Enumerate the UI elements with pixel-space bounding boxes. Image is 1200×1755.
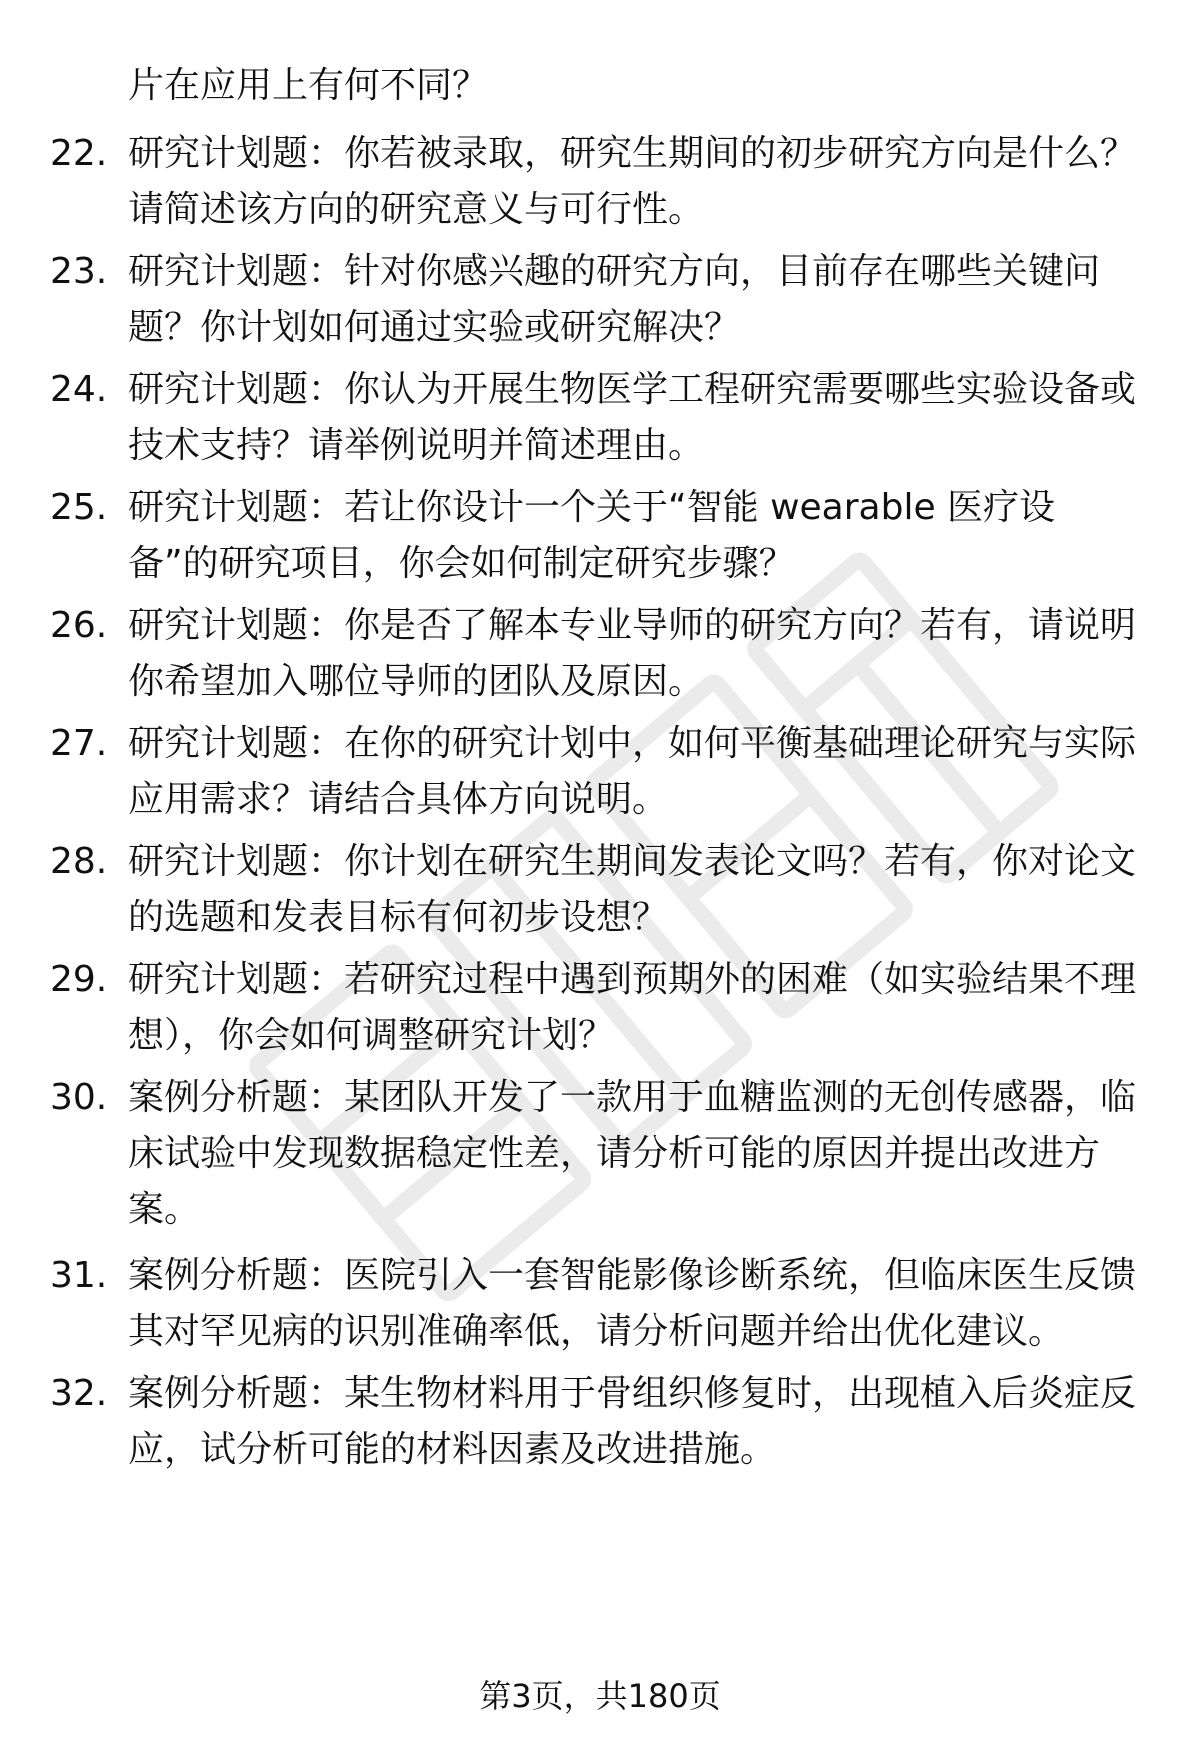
question-line: 研究计划题：你是否了解本专业导师的研究方向？若有，请说明 [128, 605, 1137, 646]
question-text [128, 1070, 1168, 1238]
question-number: 22. [50, 133, 108, 174]
question-text [128, 480, 1168, 592]
question-line: 案。 [128, 1189, 201, 1230]
question-line: 研究计划题：你计划在研究生期间发表论文吗？若有，你对论文 [128, 841, 1137, 882]
question-line: 研究计划题：你认为开展生物医学工程研究需要哪些实验设备或 [128, 369, 1137, 410]
question-line: 案例分析题：某团队开发了一款用于血糖监测的无创传感器，临 [128, 1077, 1137, 1118]
question-line: 床试验中发现数据稳定性差，请分析可能的原因并提出改进方 [128, 1133, 1101, 1174]
question-line: 应，试分析可能的材料因素及改进措施。 [128, 1429, 777, 1470]
question-number: 30. [50, 1077, 108, 1118]
question-line: 备”的研究项目，你会如何制定研究步骤？ [128, 543, 795, 584]
question-line: 你希望加入哪位导师的团队及原因。 [128, 661, 705, 702]
question-line: 题？你计划如何通过实验或研究解决？ [128, 307, 741, 348]
question-text [128, 952, 1168, 1064]
question-text [128, 1248, 1168, 1360]
question-line: 的选题和发表目标有何初步设想？ [128, 897, 669, 938]
question-line: 研究计划题：你若被录取，研究生期间的初步研究方向是什么？ [128, 133, 1137, 174]
question-line: 案例分析题：某生物材料用于骨组织修复时，出现植入后炎症反 [128, 1373, 1137, 1414]
question-number: 27. [50, 723, 108, 764]
question-line: 应用需求？请结合具体方向说明。 [128, 779, 669, 820]
question-number: 32. [50, 1373, 108, 1414]
question-line: 请简述该方向的研究意义与可行性。 [128, 189, 705, 230]
continuation-line: 片在应用上有何不同？ [128, 65, 489, 106]
question-number: 23. [50, 251, 108, 292]
question-number: 29. [50, 959, 108, 1000]
question-number: 28. [50, 841, 108, 882]
question-line: 研究计划题：若让你设计一个关于“智能 wearable 医疗设 [128, 487, 1056, 528]
question-text [128, 598, 1168, 710]
question-number: 24. [50, 369, 108, 410]
question-text [128, 126, 1168, 238]
question-text [128, 244, 1168, 356]
question-text [128, 1366, 1168, 1478]
question-line: 研究计划题：若研究过程中遇到预期外的困难（如实验结果不理 [128, 959, 1137, 1000]
question-line: 其对罕见病的识别准确率低，请分析问题并给出优化建议。 [128, 1311, 1065, 1352]
question-line: 研究计划题：针对你感兴趣的研究方向，目前存在哪些关键问 [128, 251, 1101, 292]
question-text [128, 716, 1168, 828]
question-number: 31. [50, 1255, 108, 1296]
question-line: 想），你会如何调整研究计划？ [128, 1015, 615, 1056]
question-number: 26. [50, 605, 108, 646]
question-text [128, 834, 1168, 946]
page-footer: 第3页，共180页 [479, 1677, 721, 1715]
question-line: 案例分析题：医院引入一套智能影像诊断系统，但临床医生反馈 [128, 1255, 1137, 1296]
question-line: 技术支持？请举例说明并简述理由。 [128, 425, 705, 466]
question-text [128, 362, 1168, 474]
question-number: 25. [50, 487, 108, 528]
question-line: 研究计划题：在你的研究计划中，如何平衡基础理论研究与实际 [128, 723, 1137, 764]
